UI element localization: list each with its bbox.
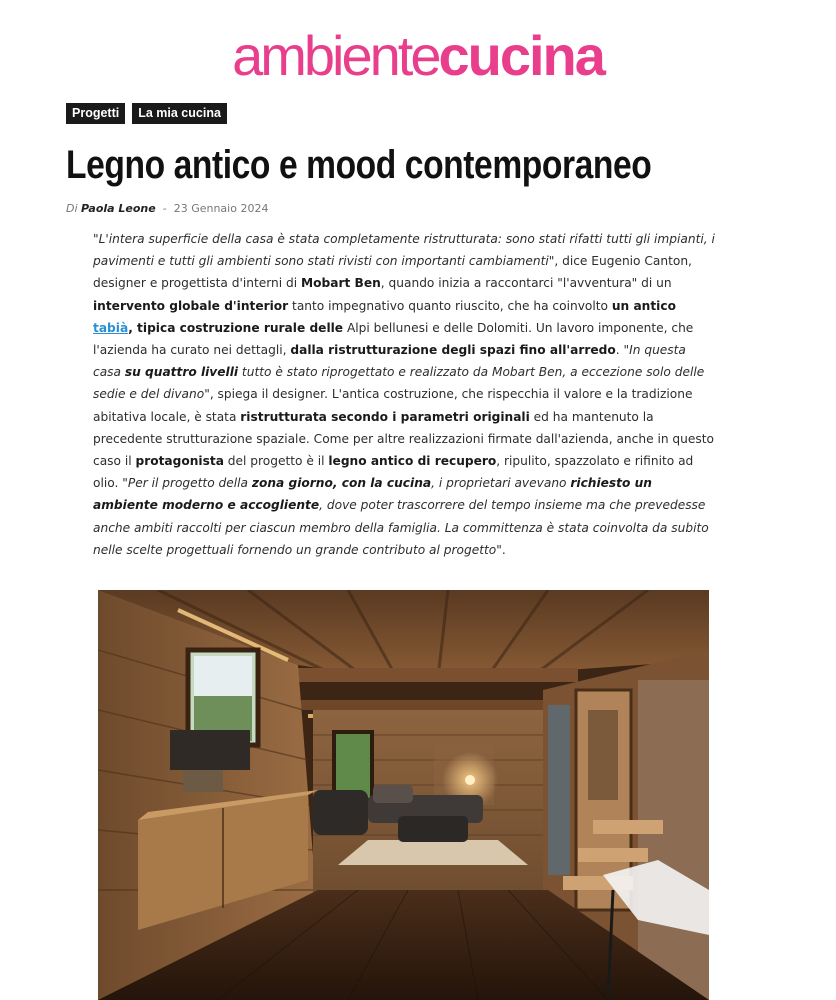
body-bold-text: , tipica costruzione rurale delle [128,320,344,335]
body-bold-italic-text: richiesto un ambiente moderno e accogliente [93,476,652,513]
link-tabia[interactable]: tabià [93,320,129,335]
body-text: , spiega il designer. L'antica costruzione, che rispecchia il valore e la tradizione abitativa locale, è stata [93,387,693,424]
body-text: Alpi bellunesi e delle Dolomiti. Un lavoro imponente, che l'azienda ha curato nei dettagli, [93,320,694,358]
body-bold-text: un antico [611,298,676,313]
body-italic-quote: , dove poter trascorrere del tempo insieme ma che prevedesse anche ambiti raccolti per ciascun membro della famiglia. La committenza è stata coinvolta da subito nelle scelte progettuali fornendo un grande contributo al progetto" [93,498,709,557]
body-text: , ripulito, spazzolato e rifinito ad olio. [93,454,694,491]
logo-ambiente: ambiente [232,24,439,87]
body-bold-text: Mobart Ben [301,276,381,291]
logo-cucina: cucina [438,24,604,87]
body-bold-italic-text: zona giorno, con la cucina [251,476,432,491]
site-logo[interactable] [0,24,836,87]
byline-date: 23 Gennaio 2024 [173,202,269,215]
body-italic-quote: "In questa casa [93,343,686,380]
article-body [93,228,715,561]
body-bold-text: protagonista [135,454,224,469]
body-text: del progetto è il [223,454,329,469]
body-bold-text: dalla ristrutturazione degli spazi fino all'arredo [290,343,616,358]
byline-separator: - [162,202,167,215]
body-italic-quote: "Per il progetto della [122,476,252,491]
category-tags [66,103,227,124]
body-text: . [615,343,624,358]
byline [66,202,268,215]
tag-la-mia-cucina[interactable]: La mia cucina [132,103,227,124]
byline-author[interactable]: Paola Leone [81,202,156,215]
body-text: ed ha mantenuto la precedente strutturazione spaziale. Come per altre realizzazioni firmate dall'azienda, anche in questo caso il [93,409,714,469]
body-italic-quote: tutto è stato riprogettato e realizzato da Mobart Ben, a eccezione solo delle sedie e del divano" [93,365,705,402]
byline-prefix: Di [66,202,78,215]
article-photo [98,590,709,1000]
body-italic-quote: , i proprietari avevano [431,476,571,491]
body-text: tanto impegnativo quanto riuscito, che ha coinvolto [288,298,612,313]
body-bold-italic-text: su quattro livelli [124,365,239,380]
body-text: , quando inizia a raccontarci "l'avventura" di un [380,276,672,291]
body-text: . [501,542,506,557]
photo-rustic-wooden-living-room [98,590,709,1000]
article-title: Legno antico e mood contemporaneo [66,143,652,187]
body-bold-text: legno antico di recupero [328,454,497,469]
body-bold-text: intervento globale d'interior [93,298,289,313]
body-text: , dice Eugenio Canton, designer e progettista d'interni di [93,254,692,291]
body-italic-quote: "L'intera superficie della casa è stata completamente ristrutturata: sono stati rifatti tutti gli impianti, i pavimenti e tutti gli ambienti sono stati rivisti con importanti cambiamenti" [93,232,715,269]
body-bold-text: ristrutturata secondo i parametri originali [240,409,530,424]
tag-progetti[interactable]: Progetti [66,103,125,124]
